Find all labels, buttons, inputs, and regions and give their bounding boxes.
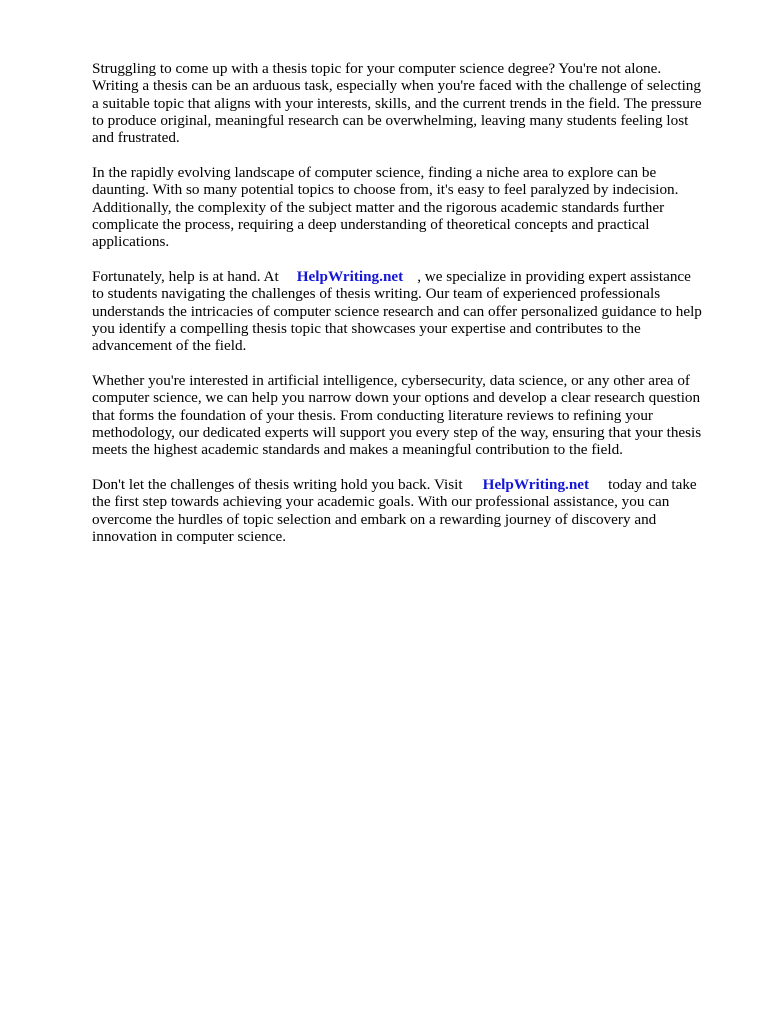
text-line: Struggling to come up with a thesis topic for your computer science degree? You're not alone. <box>92 60 662 77</box>
paragraph-areas <box>92 372 722 458</box>
paragraph-help <box>92 268 722 354</box>
text-line: that forms the foundation of your thesis. From conducting literature reviews to refining your <box>92 406 653 424</box>
text-line: Additionally, the complexity of the subject matter and the rigorous academic standards further <box>92 198 665 216</box>
document-page <box>92 60 722 563</box>
helpwriting-link[interactable]: HelpWriting.net <box>296 267 404 285</box>
text-line: and frustrated. <box>92 129 180 147</box>
text-line: applications. <box>92 233 170 251</box>
text-line: innovation in computer science. <box>92 527 287 545</box>
text-fragment: Fortunately, help is at hand. At <box>92 267 279 285</box>
text-line: advancement of the field. <box>92 337 247 355</box>
text-line: complicate the process, requiring a deep understanding of theoretical concepts and practical <box>92 215 650 233</box>
text-line: Writing a thesis can be an arduous task, especially when you're faced with the challenge of selecting <box>92 77 701 95</box>
text-fragment: , we specialize in providing expert assistance <box>417 267 691 285</box>
text-fragment: Don't let the challenges of thesis writing hold you back. Visit <box>92 475 463 493</box>
text-line: a suitable topic that aligns with your interests, skills, and the current trends in the field. The pressure <box>92 94 702 112</box>
text-line: meets the highest academic standards and makes a meaningful contribution to the field. <box>92 441 623 459</box>
text-line: the first step towards achieving your academic goals. With our professional assistance, you can <box>92 493 670 511</box>
text-line: methodology, our dedicated experts will support you every step of the way, ensuring that your thesis <box>92 423 702 441</box>
text-line: overcome the hurdles of topic selection and embark on a rewarding journey of discovery and <box>92 510 657 528</box>
paragraph-intro <box>92 60 722 146</box>
text-line: In the rapidly evolving landscape of computer science, finding a niche area to explore can be <box>92 163 657 181</box>
helpwriting-link[interactable]: HelpWriting.net <box>482 475 590 493</box>
text-line: to produce original, meaningful research can be overwhelming, leaving many students feeling lost <box>92 111 689 129</box>
text-fragment: today and take <box>608 475 697 493</box>
text-line-with-link <box>92 268 722 285</box>
paragraph-call-to-action <box>92 476 722 545</box>
text-line: Whether you're interested in artificial intelligence, cybersecurity, data science, or any other area of <box>92 371 690 389</box>
text-line: understands the intricacies of computer science research and can offer personalized guidance to help <box>92 302 702 320</box>
text-line-with-link <box>92 476 722 493</box>
text-line: you identify a compelling thesis topic that showcases your expertise and contributes to the <box>92 319 641 337</box>
paragraph-landscape <box>92 164 722 250</box>
text-line: daunting. With so many potential topics to choose from, it's easy to feel paralyzed by indecision. <box>92 181 679 199</box>
text-line: computer science, we can help you narrow down your options and develop a clear research question <box>92 389 701 407</box>
text-line: to students navigating the challenges of thesis writing. Our team of experienced professionals <box>92 285 661 303</box>
